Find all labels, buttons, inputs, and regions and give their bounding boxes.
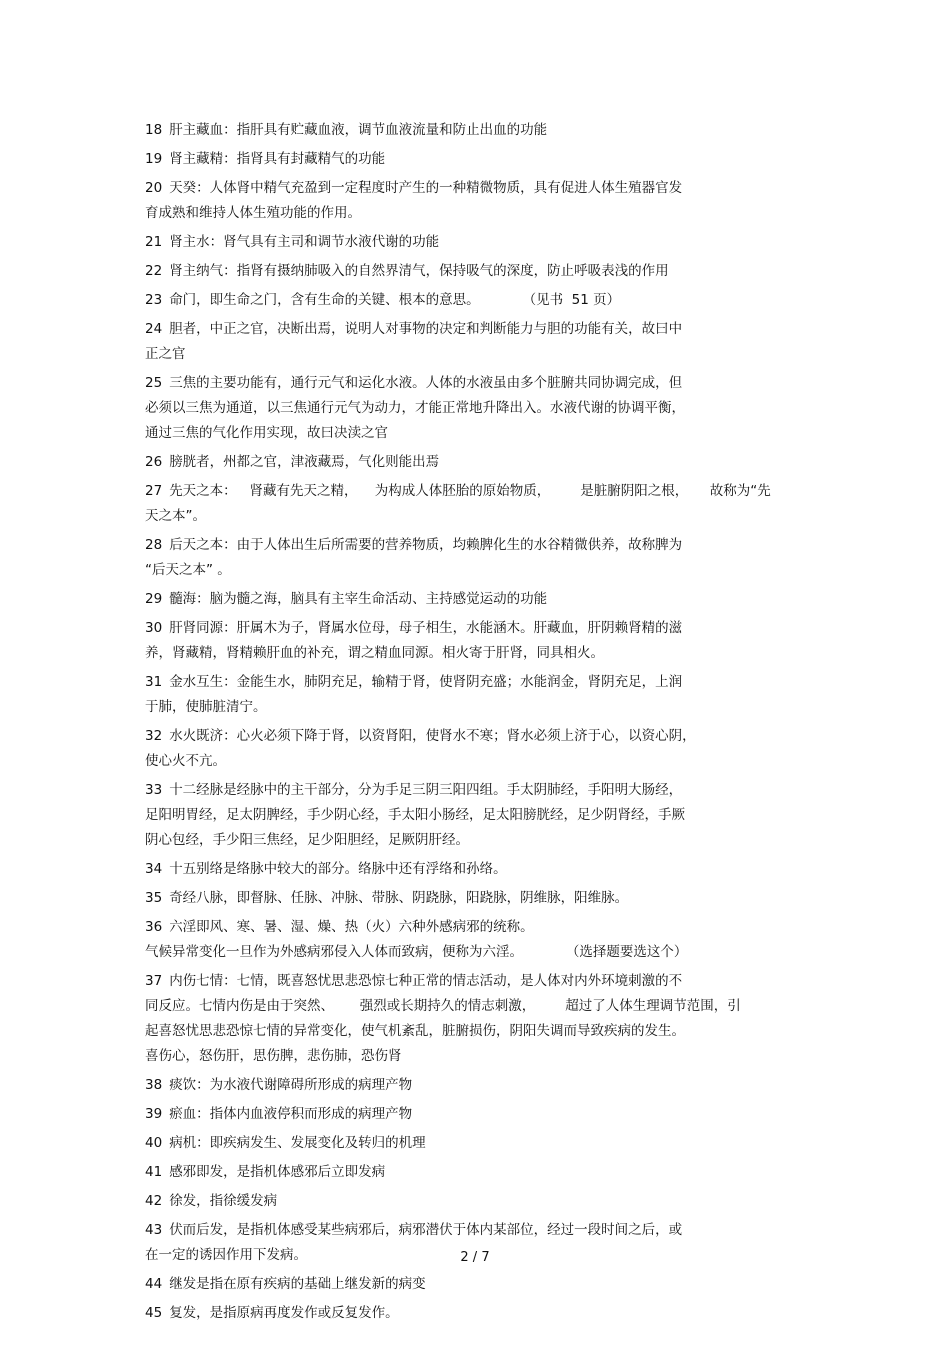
entry-number: 35 <box>145 890 163 906</box>
entry-continuation-line <box>145 201 825 226</box>
entry-text: 十二经脉是经脉中的主干部分，分为手足三阴三阳四组。手太阴肺经，手阳明大肠经， <box>169 782 683 798</box>
entry-first-line <box>145 259 825 284</box>
entry-text: 育成熟和维持人体生殖功能的作用。 <box>145 205 361 221</box>
entry-first-line <box>145 1189 825 1214</box>
entry-text: 肝肾同源：肝属木为子，肾属水位母，母子相生，水能涵木。肝藏血，肝阴赖肾精的滋 <box>169 620 683 636</box>
glossary-entry <box>145 288 825 313</box>
entry-text: 通过三焦的气化作用实现，故曰决渎之官 <box>145 425 388 441</box>
entry-first-line <box>145 230 825 255</box>
entry-continuation-line <box>145 940 825 965</box>
glossary-entry <box>145 176 825 226</box>
glossary-entry <box>145 915 825 965</box>
entry-text: 胆者，中正之官，决断出焉，说明人对事物的决定和判断能力与胆的功能有关，故曰中 <box>169 321 683 337</box>
entry-first-line <box>145 778 825 803</box>
entry-number: 20 <box>145 180 163 196</box>
entry-text: 命门，即生命之门，含有生命的关键、根本的意思。 （见书 51 页） <box>169 292 621 308</box>
entry-text: 三焦的主要功能有，通行元气和运化水液。人体的水液虽由多个脏腑共同协调完成，但 <box>169 375 683 391</box>
entry-text: 十五别络是络脉中较大的部分。络脉中还有浮络和孙络。 <box>169 861 507 877</box>
entry-number: 24 <box>145 321 163 337</box>
entry-text: 同反应。七情内伤是由于突然、 强烈或长期持久的情志刺激， 超过了人体生理调节范围，引 <box>145 998 741 1014</box>
entry-first-line <box>145 587 825 612</box>
glossary-entry <box>145 724 825 774</box>
entry-first-line <box>145 118 825 143</box>
entry-continuation-line <box>145 396 825 421</box>
page-number: 2 / 7 <box>460 1250 490 1265</box>
glossary-entry <box>145 616 825 666</box>
glossary-entry <box>145 147 825 172</box>
entry-continuation-line <box>145 641 825 666</box>
entry-text: 于肺，使肺脏清宁。 <box>145 699 267 715</box>
entry-first-line <box>145 533 825 558</box>
entry-text: 天之本”。 <box>145 508 206 524</box>
entry-text: 病机：即疾病发生、发展变化及转归的机理 <box>169 1135 426 1151</box>
glossary-entry <box>145 1160 825 1185</box>
entry-number: 44 <box>145 1276 163 1292</box>
entry-text: 在一定的诱因作用下发病。 <box>145 1247 307 1263</box>
entry-number: 25 <box>145 375 163 391</box>
entry-text: 继发是指在原有疾病的基础上继发新的病变 <box>169 1276 426 1292</box>
entry-continuation-line <box>145 1019 825 1044</box>
entry-first-line <box>145 670 825 695</box>
entry-number: 37 <box>145 973 163 989</box>
glossary-entry <box>145 1131 825 1156</box>
entry-text: 内伤七情：七情，既喜怒忧思悲恐惊七种正常的情志活动，是人体对内外环境刺激的不 <box>169 973 683 989</box>
glossary-entry <box>145 259 825 284</box>
entry-number: 27 <box>145 483 163 499</box>
glossary-entry <box>145 1301 825 1326</box>
entry-text: 复发，是指原病再度发作或反复发作。 <box>169 1305 399 1321</box>
entry-continuation-line <box>145 504 825 529</box>
entry-continuation-line <box>145 828 825 853</box>
entry-first-line <box>145 288 825 313</box>
entry-number: 38 <box>145 1077 163 1093</box>
glossary-entry <box>145 479 825 529</box>
entry-text: 肾主水：肾气具有主司和调节水液代谢的功能 <box>169 234 440 250</box>
entry-first-line <box>145 886 825 911</box>
glossary-entry <box>145 1073 825 1098</box>
entry-number: 43 <box>145 1222 163 1238</box>
entry-number: 32 <box>145 728 163 744</box>
entry-text: 先天之本： 肾藏有先天之精， 为构成人体胚胎的原始物质， 是脏腑阴阳之根， 故称为“先 <box>169 483 771 499</box>
entry-text: 使心火不亢。 <box>145 753 226 769</box>
entry-first-line <box>145 479 825 504</box>
entry-first-line <box>145 147 825 172</box>
entry-number: 18 <box>145 122 163 138</box>
entry-first-line <box>145 857 825 882</box>
entry-text: 气候异常变化一旦作为外感病邪侵入人体而致病，便称为六淫。 （选择题要选这个） <box>145 944 688 960</box>
entry-number: 23 <box>145 292 163 308</box>
entry-text: 养，肾藏精，肾精赖肝血的补充，谓之精血同源。相火寄于肝肾，同具相火。 <box>145 645 604 661</box>
entry-text: 足阳明胃经，足太阴脾经，手少阴心经，手太阳小肠经，足太阳膀胱经，足少阴肾经，手厥 <box>145 807 685 823</box>
entry-first-line <box>145 176 825 201</box>
entry-first-line <box>145 616 825 641</box>
entry-continuation-line <box>145 749 825 774</box>
entry-text: 水火既济：心火必须下降于肾，以资肾阳，使肾水不寒；肾水必须上济于心，以资心阴， <box>169 728 696 744</box>
entry-first-line <box>145 1301 825 1326</box>
entry-continuation-line <box>145 695 825 720</box>
entry-first-line <box>145 1272 825 1297</box>
entry-number: 30 <box>145 620 163 636</box>
entry-number: 33 <box>145 782 163 798</box>
entry-continuation-line <box>145 558 825 583</box>
glossary-entry <box>145 587 825 612</box>
entry-number: 22 <box>145 263 163 279</box>
glossary-entry <box>145 1189 825 1214</box>
entry-first-line <box>145 1218 825 1243</box>
entry-number: 36 <box>145 919 163 935</box>
entry-text: 六淫即风、寒、暑、湿、燥、热（火）六种外感病邪的统称。 <box>169 919 534 935</box>
entry-number: 19 <box>145 151 163 167</box>
glossary-entry <box>145 317 825 367</box>
entry-text: 感邪即发，是指机体感邪后立即发病 <box>169 1164 386 1180</box>
entry-text: 痰饮：为水液代谢障碍所形成的病理产物 <box>169 1077 413 1093</box>
entry-text: 正之官 <box>145 346 186 362</box>
entry-number: 39 <box>145 1106 163 1122</box>
entry-text: 后天之本：由于人体出生后所需要的营养物质，均赖脾化生的水谷精微供养，故称脾为 <box>169 537 683 553</box>
entry-number: 45 <box>145 1305 163 1321</box>
entry-number: 28 <box>145 537 163 553</box>
entry-number: 21 <box>145 234 163 250</box>
entry-first-line <box>145 371 825 396</box>
entry-text: 奇经八脉，即督脉、任脉、冲脉、带脉、阴跷脉，阳跷脉，阴维脉，阳维脉。 <box>169 890 629 906</box>
entry-text: 肾主纳气：指肾有摄纳肺吸入的自然界清气，保持吸气的深度，防止呼吸表浅的作用 <box>169 263 669 279</box>
entry-text: 起喜怒忧思悲恐惊七情的异常变化，使气机紊乱，脏腑损伤，阴阳失调而导致疾病的发生。 <box>145 1023 685 1039</box>
entry-first-line <box>145 1160 825 1185</box>
entry-first-line <box>145 1131 825 1156</box>
entry-text: 天癸：人体肾中精气充盈到一定程度时产生的一种精微物质，具有促进人体生殖器官发 <box>169 180 683 196</box>
entry-continuation-line <box>145 803 825 828</box>
entry-number: 26 <box>145 454 163 470</box>
entry-first-line <box>145 969 825 994</box>
glossary-entry <box>145 118 825 143</box>
entry-first-line <box>145 450 825 475</box>
entry-number: 29 <box>145 591 163 607</box>
entry-number: 41 <box>145 1164 163 1180</box>
entry-text: 金水互生：金能生水，肺阴充足，输精于肾，使肾阴充盛；水能润金，肾阴充足，上润 <box>169 674 683 690</box>
glossary-entry <box>145 886 825 911</box>
glossary-entry <box>145 670 825 720</box>
entry-text: “后天之本” 。 <box>145 562 231 578</box>
entry-continuation-line <box>145 421 825 446</box>
glossary-entry <box>145 450 825 475</box>
entry-number: 31 <box>145 674 163 690</box>
glossary-entry <box>145 230 825 255</box>
glossary-entry <box>145 1272 825 1297</box>
glossary-entry <box>145 857 825 882</box>
entry-text: 瘀血：指体内血液停积而形成的病理产物 <box>169 1106 413 1122</box>
entry-continuation-line <box>145 994 825 1019</box>
entry-text: 徐发，指徐缓发病 <box>169 1193 278 1209</box>
entry-text: 肝主藏血：指肝具有贮藏血液，调节血液流量和防止出血的功能 <box>169 122 548 138</box>
glossary-entry <box>145 778 825 853</box>
entry-first-line <box>145 1073 825 1098</box>
glossary-entry <box>145 371 825 446</box>
entry-continuation-line <box>145 342 825 367</box>
entry-first-line <box>145 724 825 749</box>
entry-number: 34 <box>145 861 163 877</box>
entry-text: 膀胱者，州都之官，津液藏焉，气化则能出焉 <box>169 454 440 470</box>
entry-text: 必须以三焦为通道，以三焦通行元气为动力，才能正常地升降出入。水液代谢的协调平衡， <box>145 400 685 416</box>
entry-continuation-line <box>145 1044 825 1069</box>
entry-text: 阴心包经，手少阳三焦经，足少阳胆经，足厥阴肝经。 <box>145 832 469 848</box>
glossary-entry <box>145 533 825 583</box>
glossary-entry <box>145 969 825 1069</box>
entry-text: 肾主藏精：指肾具有封藏精气的功能 <box>169 151 386 167</box>
glossary-list <box>145 118 825 1330</box>
entry-first-line <box>145 1102 825 1127</box>
entry-first-line <box>145 915 825 940</box>
entry-text: 喜伤心，怒伤肝，思伤脾，悲伤肺，恐伤肾 <box>145 1048 402 1064</box>
entry-number: 40 <box>145 1135 163 1151</box>
entry-number: 42 <box>145 1193 163 1209</box>
entry-first-line <box>145 317 825 342</box>
glossary-entry <box>145 1102 825 1127</box>
entry-text: 伏而后发，是指机体感受某些病邪后，病邪潜伏于体内某部位，经过一段时间之后，或 <box>169 1222 683 1238</box>
entry-text: 髓海：脑为髓之海，脑具有主宰生命活动、主持感觉运动的功能 <box>169 591 548 607</box>
